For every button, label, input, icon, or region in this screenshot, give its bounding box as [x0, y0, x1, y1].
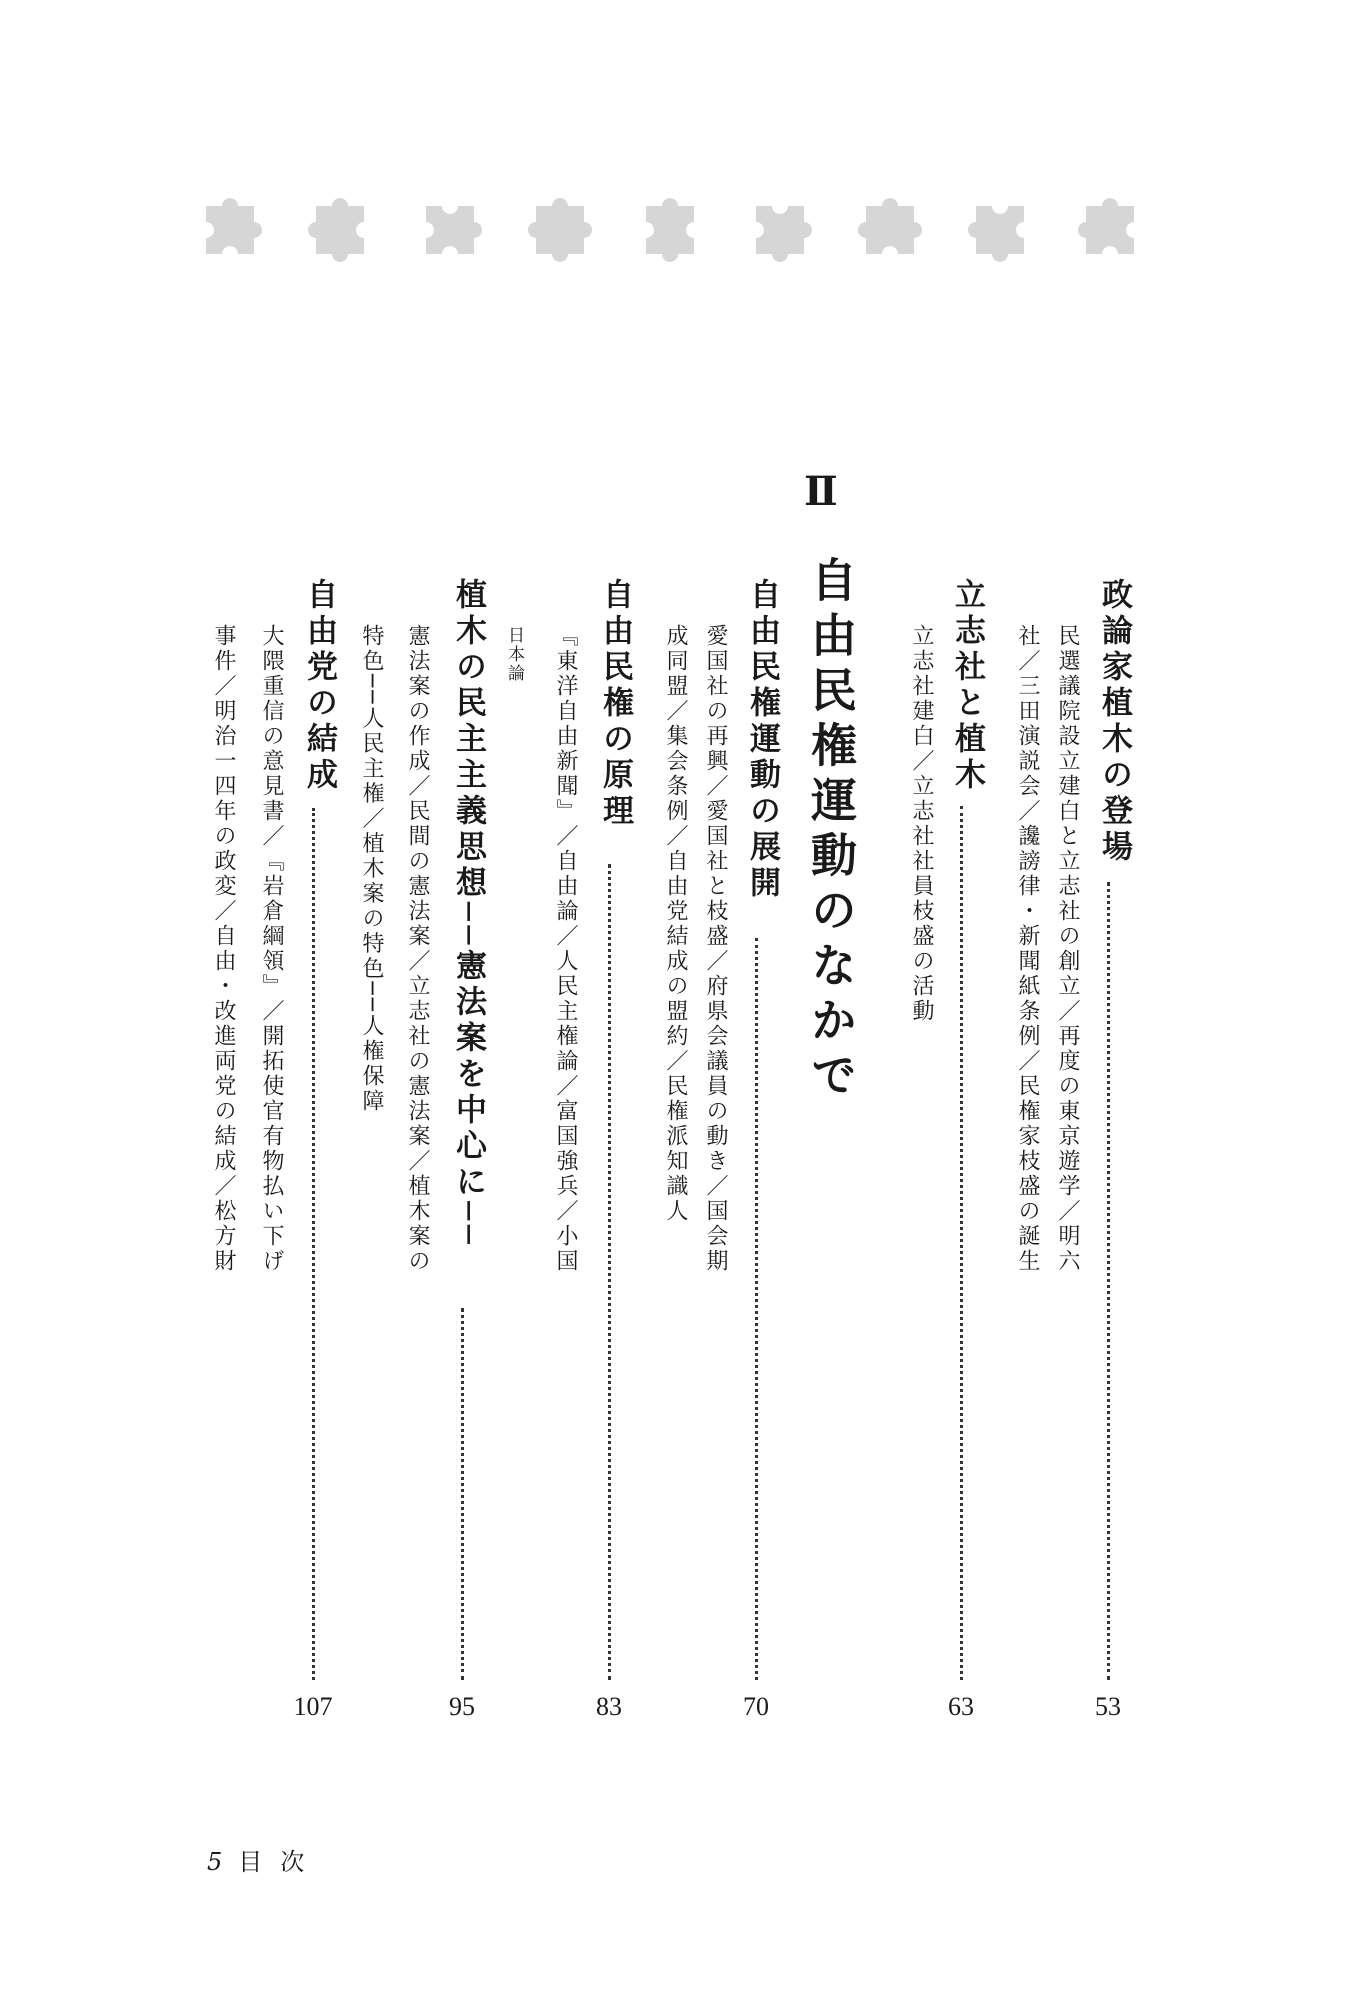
toc-section-title: 立志社と植木 — [949, 578, 985, 794]
part-number: Ⅱ — [804, 468, 838, 515]
toc-leader — [461, 1308, 464, 1680]
toc-page-number: 53 — [1095, 1692, 1121, 1721]
toc-section-details: 『東洋自由新聞』／自由論／人民主権論／富国強兵／小国 — [553, 624, 578, 1274]
toc-section-details: 民選議院設立建白と立志社の創立／再度の東京遊学／明六 — [1055, 624, 1080, 1274]
puzzle-piece-icon — [1068, 184, 1152, 268]
toc-leader — [312, 808, 315, 1680]
puzzle-decoration — [188, 184, 1152, 268]
toc-page-number: 95 — [449, 1692, 475, 1721]
puzzle-piece-icon — [848, 184, 932, 268]
puzzle-piece-icon — [628, 184, 712, 268]
toc-section-details: 立志社建白／立志社社員枝盛の活動 — [909, 624, 934, 1024]
toc-page-number: 70 — [743, 1692, 769, 1721]
puzzle-piece-icon — [188, 184, 272, 268]
toc-section-details: 事件／明治一四年の政変／自由・改進両党の結成／松方財 — [211, 624, 236, 1274]
toc-page-number: 107 — [293, 1692, 333, 1721]
toc-section-details: 特色──人民主権／植木案の特色──人権保障 — [359, 624, 384, 1114]
footer-label: 目次 — [238, 1848, 323, 1876]
toc-section-title: 自由党の結成 — [301, 578, 337, 794]
part-title: 自由民権運動のなかで — [804, 556, 858, 1106]
toc-section-details: 成同盟／集会条例／自由党結成の盟約／民権派知識人 — [663, 624, 688, 1224]
toc-section-details: 憲法案の作成／民間の憲法案／立志社の憲法案／植木案の — [405, 624, 430, 1274]
toc-page-number: 83 — [596, 1692, 622, 1721]
page-footer — [207, 1842, 322, 1877]
toc-section-title: 植木の民主主義思想──憲法案を中心に── — [450, 578, 486, 1249]
toc-section-details: 大隈重信の意見書／『岩倉綱領』／開拓使官有物払い下げ — [259, 624, 284, 1274]
toc-leader — [608, 864, 611, 1680]
toc-leader — [960, 806, 963, 1680]
toc-section-details: 愛国社の再興／愛国社と枝盛／府県会議員の動き／国会期 — [703, 624, 728, 1274]
puzzle-piece-icon — [738, 184, 822, 268]
puzzle-piece-icon — [298, 184, 382, 268]
toc-page-number: 63 — [948, 1692, 974, 1721]
toc-leader — [1107, 882, 1110, 1680]
toc-section-title: 政論家植木の登場 — [1096, 578, 1132, 866]
puzzle-piece-icon — [518, 184, 602, 268]
puzzle-piece-icon — [958, 184, 1042, 268]
footer-page-number: 5 — [207, 1848, 223, 1876]
toc-leader — [755, 938, 758, 1680]
toc-section-title: 自由民権の原理 — [597, 578, 633, 830]
toc-section-details: 社／三田演説会／讒謗律・新聞紙条例／民権家枝盛の誕生 — [1015, 624, 1040, 1274]
toc-section-details: 日本論 — [504, 626, 524, 683]
puzzle-piece-icon — [408, 184, 492, 268]
toc-section-title: 自由民権運動の展開 — [744, 578, 780, 902]
